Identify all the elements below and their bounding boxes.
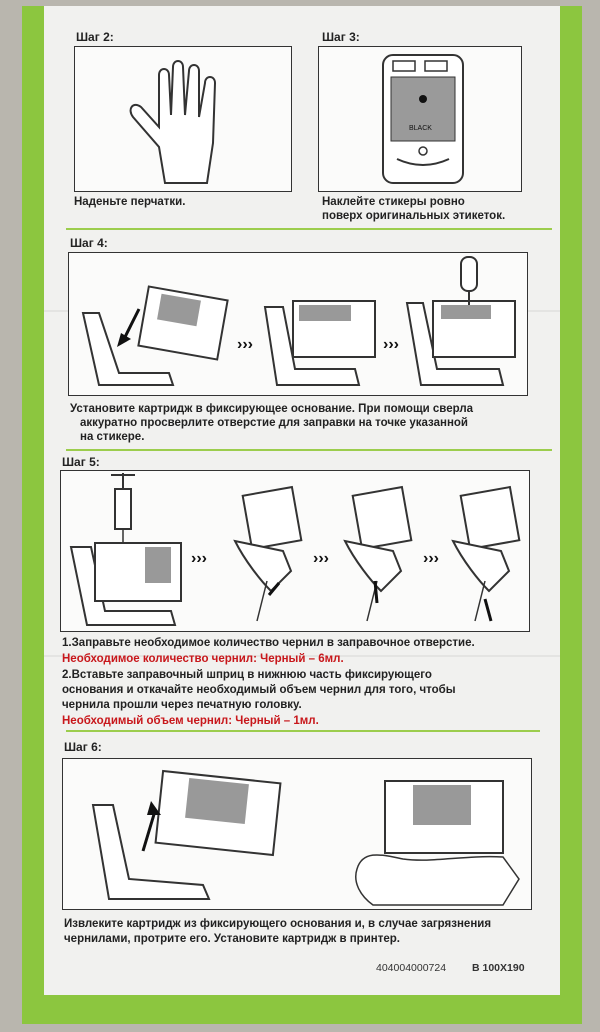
step5-text-line1: 1.Заправьте необходимое количество чернил в заправочное отверстие.: [62, 637, 475, 649]
drilling-sequence: [69, 253, 529, 397]
step5-illustration: [60, 470, 530, 632]
step6-label: Шаг 6:: [64, 740, 102, 754]
chevron-right-icon: [237, 336, 253, 353]
step5-red-amount: Необходимое количество чернил: Черный – 6мл.: [62, 653, 344, 665]
section-divider: [66, 228, 552, 230]
refill-sequence: [61, 471, 531, 633]
step4-label: Шаг 4:: [70, 236, 108, 250]
step2-label: Шаг 2:: [76, 30, 114, 44]
step4-text-line1: Установите картридж в фиксирующее основание. При помощи сверла: [70, 403, 474, 415]
chevron-right-icon: [423, 550, 439, 567]
green-border-left: [22, 6, 44, 1024]
step3-text-line2: поверх оригинальных этикеток.: [322, 210, 506, 222]
green-border-right: [560, 6, 582, 1024]
step4-illustration: [68, 252, 528, 396]
step5-label: Шаг 5:: [62, 455, 100, 469]
holder-side-icon: [453, 487, 519, 621]
step5-text-line4: чернила прошли через печатную головку.: [62, 699, 302, 711]
green-border-bottom: [22, 995, 582, 1024]
step4-text-line2: аккуратно просверлите отверстие для заправки на точке указанной: [80, 417, 468, 429]
step5-red-volume: Необходимый объем чернил: Черный – 1мл.: [62, 715, 319, 727]
sheet-size: В 100X190: [472, 962, 525, 974]
step6-illustration: [62, 758, 532, 910]
step2-illustration: [74, 46, 292, 192]
product-code: 404004000724: [376, 962, 447, 974]
step3-text-line1: Наклейте стикеры ровно: [322, 196, 465, 208]
cartridge-cleaning-icon: [356, 781, 519, 905]
svg-text:›››: ›››: [191, 550, 207, 567]
step5-text-line2: 2.Вставьте заправочный шприц в нижнюю часть фиксирующего: [62, 669, 432, 681]
chevron-right-icon: [383, 336, 399, 353]
refill-dot: [419, 95, 427, 103]
holder-with-cartridge-icon: [93, 771, 280, 899]
section-divider: [66, 449, 552, 451]
svg-text:›››: ›››: [313, 550, 329, 567]
holder-with-cartridge-icon: [71, 543, 181, 625]
holder-with-cartridge-icon: [83, 287, 228, 385]
holder-side-icon: [235, 487, 301, 621]
step5-text-line3: основания и откачайте необходимый объем чернил для того, чтобы: [62, 684, 456, 696]
svg-text:›››: ›››: [423, 550, 439, 567]
svg-text:›››: ›››: [237, 336, 253, 353]
cartridge-icon: [319, 47, 523, 193]
chevron-right-icon: [313, 550, 329, 567]
chevron-right-icon: [191, 550, 207, 567]
step3-illustration: [318, 46, 522, 192]
glove-icon: [75, 47, 293, 193]
step4-text-line3: на стикере.: [80, 431, 145, 443]
step6-text-line2: чернилами, протрите его. Установите картридж в принтер.: [64, 933, 400, 945]
svg-text:›››: ›››: [383, 336, 399, 353]
holder-with-cartridge-icon: [265, 301, 375, 385]
step6-text-line1: Извлеките картридж из фиксирующего основания и, в случае загрязнения: [64, 918, 492, 930]
step2-text: Наденьте перчатки.: [74, 196, 186, 208]
step3-label: Шаг 3:: [322, 30, 360, 44]
cartridge-label: BLACK: [409, 125, 432, 132]
removal-sequence: [63, 759, 533, 911]
holder-side-icon: [345, 487, 411, 621]
syringe-icon: [111, 473, 135, 547]
section-divider: [66, 730, 540, 732]
drill-icon: [407, 257, 515, 385]
